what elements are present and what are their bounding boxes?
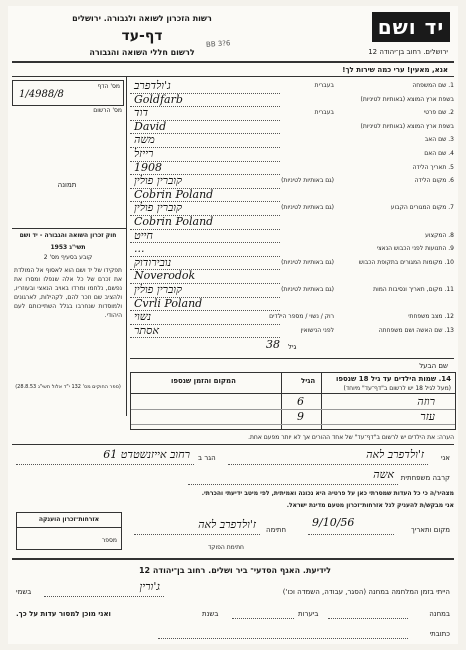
field-sublabel: רוק / נשוי / מספר הילדים [269,313,334,321]
citizenship-title: אזרחות־זכרון הוענקה [38,516,100,523]
field-label [336,82,454,89]
field-label [336,245,454,252]
children-title: שמות הילדים עד גיל 18 שנספו [336,375,437,383]
field-input[interactable] [130,94,280,108]
field-label [336,150,454,157]
field-value: נשוי [134,310,152,324]
field-label [336,232,454,239]
registry-number-label: מס' הרשום [93,107,122,114]
field-number: 7. [448,204,454,212]
law-text: תפקידו של יד ושם הוא לאסוף אל המולדת את זכרם של כל אלה שנפלו ומסרו את נפשם, נלחמו ומרדו באויב הנאצי ובעוזריו, ולהציב שם וזכר להם, לקהילות, לארגונים ולמוסדות שנחרבו בגלל השתייכותם לעם היהודי. [14,267,122,319]
field-label [336,164,454,171]
declaration-text: מצהיר/ה כי כל העדות שמסרתי כאן על פרטיה היא נכונה ואמיתית, לפי מיטב ידיעתי והכרתי. [201,490,454,497]
field-value: משה [134,133,155,147]
field-number: 8. [448,231,454,239]
field-number: 12. [444,313,454,321]
field-sublabel: (גם באותיות לטיניות) [281,177,334,185]
declarant-label: אני [440,454,450,462]
child-age[interactable]: 6 [297,395,304,408]
field-value: קוברין פולין [134,174,183,188]
camp-line: הייתי בזמן המלחמה במחנה (הסגר, עבודה, השמדה וכו') [282,588,450,596]
field-label-text: שם פרטי [423,109,447,117]
place-date-label: מקום ותאריך [411,526,450,534]
year-label: בשנת [202,610,219,618]
field-input[interactable] [130,175,280,189]
field-label-text: בשפת ארץ המוצא (באותיות לטיניות) [360,122,454,130]
bottom-address-label: כתובתי [429,630,450,638]
field-label-text: מקום המגורים הקבוע [390,204,447,212]
field-sublabel: (גם באותיות לטיניות) [281,258,334,266]
field-number: 3. [448,136,454,144]
col-place-header: המקום והזמן שנספו [171,377,236,385]
yad-vashem-logo: יד ושם [372,12,450,42]
fields-list [130,80,454,340]
field-input[interactable] [130,270,280,284]
field-value: ... [134,242,145,256]
field-value: ג'ולדפרב [134,79,171,92]
age-label: גיל [288,343,297,351]
field-value: Cobrin Poland [134,187,214,201]
field-value: קוברין פולין [134,201,183,215]
field-sublabel: בעברית [314,109,334,117]
bottom-name-value: ג'ורין [139,580,160,593]
relation-value: אשה [373,468,394,481]
field-sublabel: (גם באותיות לטיניות) [281,286,334,293]
document-subtitle: לרשום חללי השואה והגבורה [89,48,195,57]
org-line: רשות הזכרון לשואה ולגבורה. ירושלים [72,14,212,23]
field-label [336,204,454,211]
field-number: 1. [448,82,454,89]
field-label [336,136,454,143]
witness-address-field[interactable] [16,450,194,465]
spouse-label: שם הבעל [419,362,448,370]
law-title: חוק זכרון השואה והגבורה - יד ושם [19,232,117,239]
field-value: דוד [134,106,149,120]
pencil-mark: BB 3?6 [205,39,231,49]
field-value: נובירודוק [134,255,172,269]
field-input[interactable] [130,216,280,230]
field-label [336,259,454,266]
field-number: 4. [448,150,454,157]
children-note: (מעל לגיל 18 יש לרשום ב"דף־עד" מיוחד) [343,385,451,392]
field-number: 11. [444,286,454,293]
photo-label: תמונה [57,181,77,189]
field-label [336,96,454,103]
request-text: אני מבקש/ת להעניק לנל אזרחות־זכרון מטעם מדינת ישראל. [286,502,454,509]
field-input[interactable] [130,189,280,203]
place-date-field[interactable] [308,516,394,535]
field-value: חייט [134,228,153,242]
law-footnote: (ספר החוקים מס' 132 י"ד אלול תשי"ג 28.8.53) [15,384,121,390]
field-number: 2. [448,109,454,117]
law-clause: קובע בסעיף מס' 2 [43,254,93,261]
field-input[interactable] [130,325,280,339]
witness-address-value: רחוב אייזנשטדט 61 [103,448,190,461]
field-input[interactable] [130,257,280,271]
field-input[interactable] [130,107,280,121]
signature-value: ז'ולדפרב לאה [198,518,256,531]
document-title: דף-עד [121,28,163,44]
field-input[interactable] [130,162,280,176]
field-label [336,177,454,184]
confirm-label: ואני מוכן למסור עדות על כך. [16,610,111,618]
bottom-address-field[interactable] [158,626,408,639]
field-label-text: תאריך הלידה [412,163,447,171]
field-label [336,109,454,116]
address-label: הגר ב [198,454,216,462]
field-value: Cobrin Poland [134,215,214,228]
page-number-value: 1/4988/8 [19,89,64,100]
law-year: תשי"ג 1953 [50,244,86,251]
children-note-line: הערה: את הילדים יש לרשום ב"דף־עד" של אחד ההורים אך לא יותר מפעם אחת. [248,434,454,441]
child-name[interactable]: רוזה [417,395,435,408]
field-value: Noverodok [134,269,196,283]
place-date-value: 9/10/56 [312,516,355,529]
field-input[interactable] [130,202,280,216]
signature-field[interactable] [134,520,260,535]
examiner-label: חתימת הפוקד [208,544,244,551]
citizenship-box [16,512,122,550]
field-input[interactable] [130,80,280,94]
declarant-value: ז'ולדפרב לאה [366,448,424,461]
field-label [336,123,454,130]
col-age-header: הגיל [301,377,316,385]
forest-label: ביערות [298,610,319,618]
field-input[interactable] [130,298,280,312]
field-label-text: התנועות לפני הכבוש הנאצי [376,245,447,253]
header-address: ירושלים. רחוב בן־יהודה 12 [368,48,448,56]
field-sublabel: (גם באותיות לטיניות) [281,204,334,212]
field-value: קוברין פולין [134,283,183,296]
field-sublabel: בעברית [314,82,334,89]
field-input[interactable] [130,148,280,162]
instructions: אנא, מאעין! ערי כמה שירות לך! [342,66,448,74]
forest-field[interactable] [232,606,294,619]
field-label [336,313,454,320]
bottom-heading: לידיעת. האגף הסדעי־ ביר ושלים. רחוב בן־יהודה 12 [138,566,331,575]
field-value: Cvrli Poland [134,296,203,310]
relation-field[interactable] [188,470,398,485]
field-value: David [134,119,167,133]
page-number-box [12,80,124,106]
field-value: 1908 [134,160,162,174]
camp-label: במחנה [429,610,450,618]
field-input[interactable] [130,311,280,325]
field-label [336,327,454,334]
field-number: 6. [448,177,454,185]
field-label-text: שם האב [424,136,447,144]
children-table [130,372,456,430]
field-input[interactable] [130,243,280,257]
field-input[interactable] [130,284,280,298]
page-number-label: מס' הדף [97,83,120,90]
field-number: 10. [444,258,454,266]
field-value: Goldfarb [134,92,183,106]
field-label-text: מצב משפחתי [408,313,443,321]
relation-label: קרבה משפחתית [400,474,450,482]
field-number: 5. [448,163,454,171]
declarant-field[interactable] [228,450,428,465]
field-label-text: מקום, תאריך ונסיבות המות [373,286,443,293]
field-label-text: בשפת ארץ המוצא (באותיות לטיניות) [360,95,454,103]
field-label-text: מקום הלידה [414,177,447,185]
age-value[interactable]: 38 [266,338,280,351]
field-value: אסתר [134,323,159,337]
child-age[interactable]: 9 [297,410,304,423]
field-number: 9. [448,245,454,253]
children-num: 14. [438,375,451,383]
field-sublabel: לפני הנישואין [300,326,334,334]
signature-label: חתימה [266,526,287,534]
citizenship-number-label: מספר [101,537,117,544]
field-input[interactable] [130,134,280,148]
field-label-text: שם המשפחה [412,82,447,89]
child-name[interactable]: עזר [420,410,435,423]
bottom-name-field[interactable] [44,582,164,597]
name-label: בשמי [16,588,32,596]
field-value: רייזל [134,147,154,160]
field-label-text: המקצוע [425,231,447,239]
field-input[interactable] [130,230,280,244]
field-label [336,286,454,293]
camp-field[interactable] [328,606,408,619]
field-label-text: מקומות המגורים בתקופת הכבוש [358,258,443,266]
field-label-text: שם האם [424,150,447,157]
testimony-page [8,6,458,644]
field-label-text: שם האשה ושם משפחתה [378,326,443,334]
field-input[interactable] [130,121,280,135]
children-rows [131,395,455,427]
field-number: 13. [444,326,454,334]
